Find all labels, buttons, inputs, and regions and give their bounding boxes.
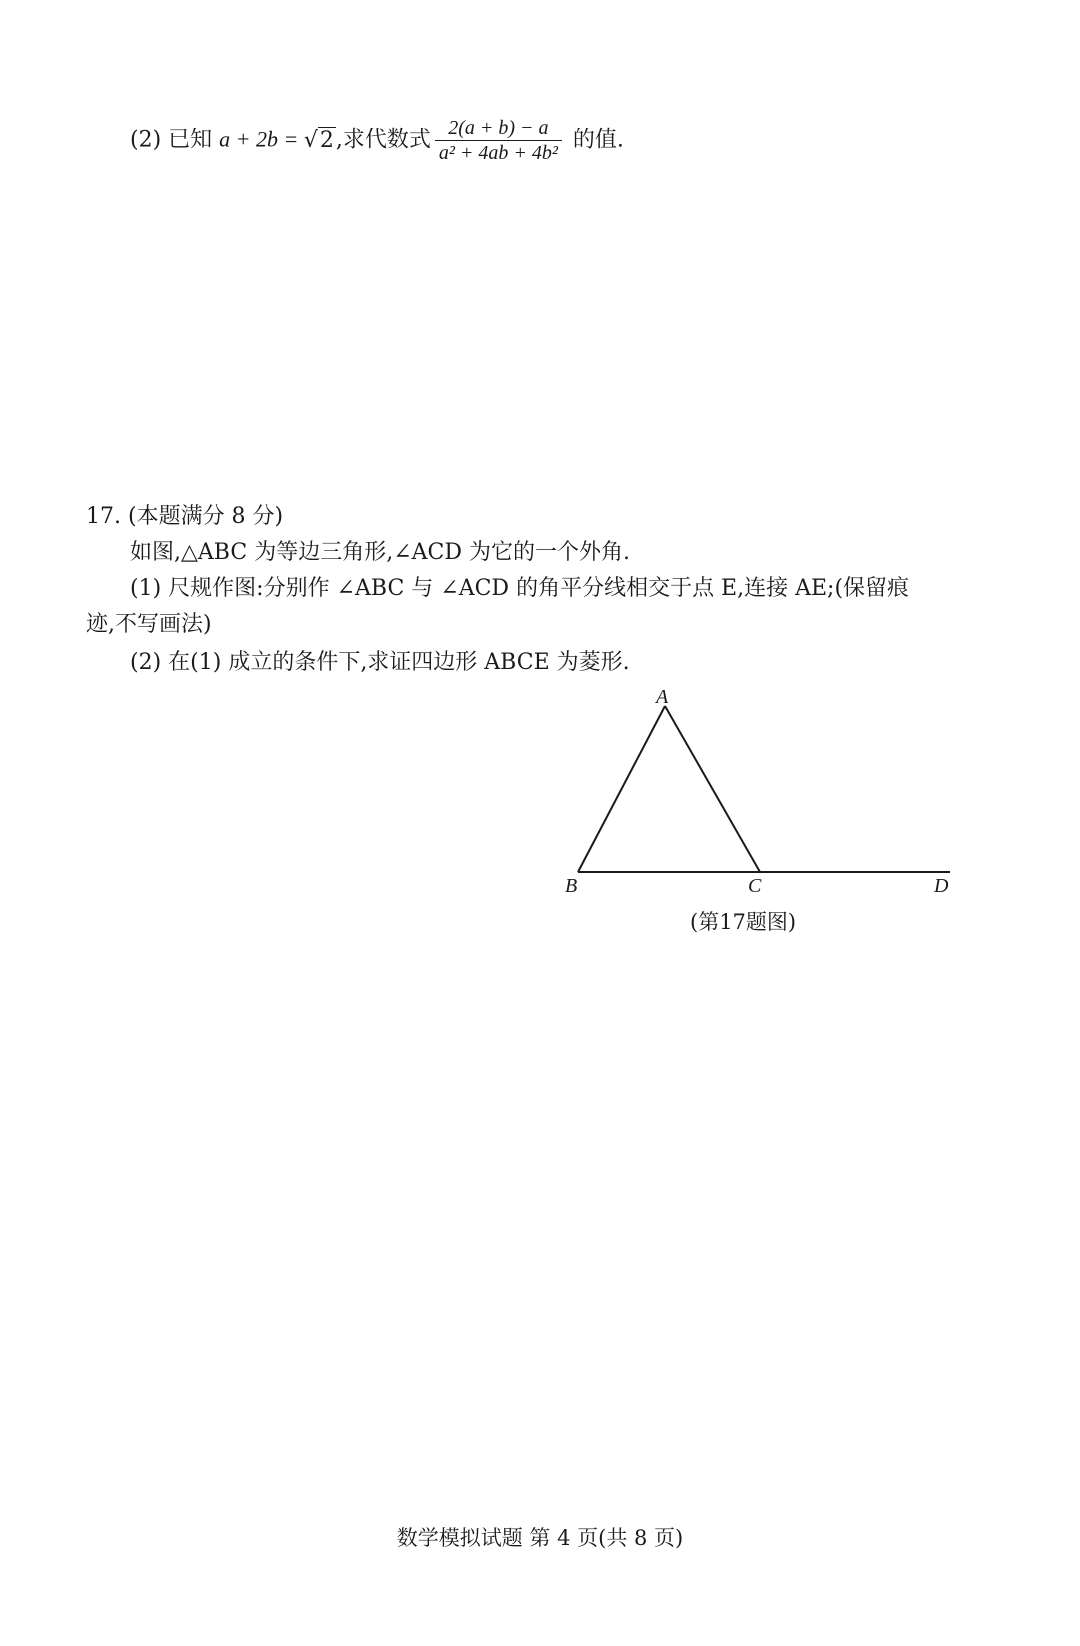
- label-c: C: [748, 875, 762, 897]
- sqrt-radicand: 2: [319, 127, 334, 153]
- label-a: A: [656, 690, 669, 708]
- q17-header: 17. (本题满分 8 分): [86, 504, 284, 529]
- sqrt-symbol: √2: [303, 127, 334, 153]
- figure-caption: (第17题图): [690, 910, 797, 934]
- q17-intro: 如图,△ABC 为等边三角形,∠ACD 为它的一个外角.: [130, 540, 630, 565]
- side-ac: [665, 706, 760, 872]
- label-b: B: [565, 875, 578, 897]
- q16-middle: ,求代数式: [335, 127, 431, 153]
- q16-suffix: 的值.: [572, 127, 624, 153]
- q17-part1-line1: (1) 尺规作图:分别作 ∠ABC 与 ∠ACD 的角平分线相交于点 E,连接 AE;(保留痕: [130, 576, 910, 601]
- label-d: D: [934, 875, 949, 897]
- q16-part2-line: [130, 116, 624, 165]
- q16-prefix: (2) 已知: [130, 127, 213, 153]
- side-ab: [578, 706, 665, 872]
- q16-expr-lhs: a + 2b =: [219, 126, 304, 152]
- q17-part1-line2: 迹,不写画法): [86, 612, 212, 637]
- fraction-denominator: a² + 4ab + 4b²: [435, 140, 562, 165]
- q16-fraction: [435, 116, 562, 165]
- q17-part2: (2) 在(1) 成立的条件下,求证四边形 ABCE 为菱形.: [130, 650, 630, 675]
- page-footer: 数学模拟试题 第 4 页(共 8 页): [396, 1526, 684, 1550]
- fraction-numerator: 2(a + b) − a: [448, 117, 549, 139]
